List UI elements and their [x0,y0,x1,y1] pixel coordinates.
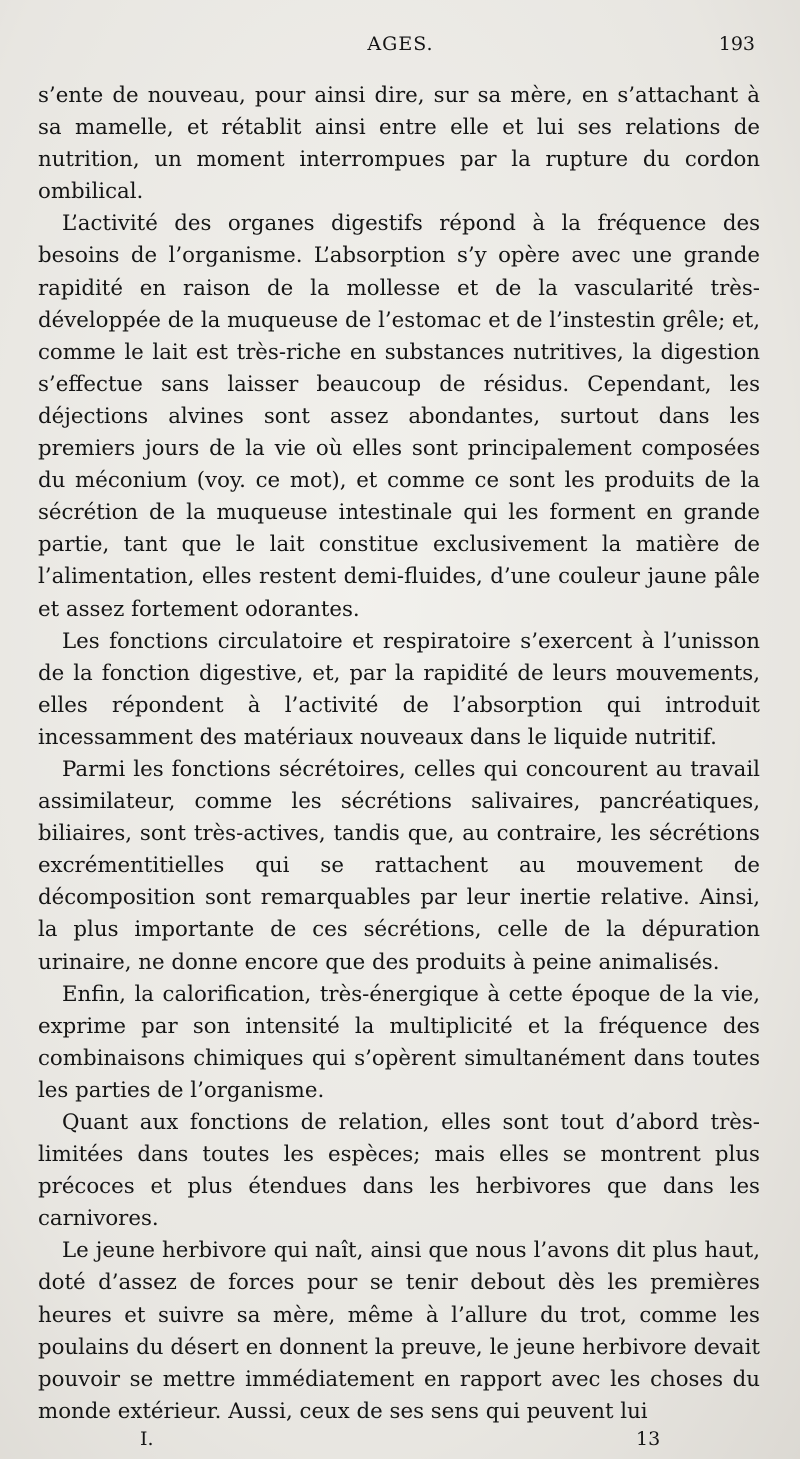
paragraph: Le jeune herbivore qui naît, ainsi que nous l’avons dit plus haut, doté d’assez de forces pour se tenir debout dès les premières heures et suivre sa mère, même à l’allure du trot, comme les poulains du désert en donnent la preuve, le jeune herbivore devait pouvoir se mettre immédiatement en rapport avec les choses du monde extérieur. Aussi, ceux de ses sens qui peuvent lui [38,1238,760,1424]
running-title: AGES. [367,33,434,55]
paragraph: Parmi les fonctions sécrétoires, celles qui concourent au travail assimilateur, comme les sécrétions salivaires, pancréatiques, biliaires, sont très-actives, tandis que, au contraire, les sécrétions excrémentitielles qui se rattachent au mouvement de décomposition sont remarquables par leur inertie relative. Ainsi, la plus importante de ces sécrétions, celle de la dépuration urinaire, ne donne encore que des produits à peine animalisés. [38,756,760,975]
sheet-number: 13 [636,1428,661,1450]
paragraph: Enfin, la calorification, très-énergique à cette époque de la vie, exprime par son intensité la multiplicité et la fréquence des combinaisons chimiques qui s’opèrent simultanément dans toutes les parties de l’organisme. [38,981,760,1103]
paragraph: Quant aux fonctions de relation, elles sont tout d’abord très-limitées dans toutes les espèces; mais elles se montrent plus précoces et plus étendues dans les herbivores que dans les carnivores. [38,1110,760,1232]
signature-mark: I. [140,1428,154,1450]
paragraph: s’ente de nouveau, pour ainsi dire, sur sa mère, en s’attachant à sa mamelle, et rétablit ainsi entre elle et lui ses relations de nutrition, un moment interrompues par la rupture du cordon ombilical. [38,83,760,205]
page-header [38,33,763,65]
body-text [38,80,760,1428]
page-footer [38,1428,760,1454]
page-number: 193 [718,33,755,55]
paragraph: L’activité des organes digestifs répond à la fréquence des besoins de l’organisme. L’absorption s’y opère avec une grande rapidité en raison de la mollesse et de la vascularité très-développée de la muqueuse de l’estomac et de l’instestin grêle; et, comme le lait est très-riche en substances nutritives, la digestion s’effectue sans laisser beaucoup de résidus. Cependant, les déjections alvines sont assez abondantes, surtout dans les premiers jours de la vie où elles sont principalement composées du méconium (voy. ce mot), et comme ce sont les produits de la sécrétion de la muqueuse intestinale qui les forment en grande partie, tant que le lait constitue exclusivement la matière de l’alimentation, elles restent demi-fluides, d’une couleur jaune pâle et assez fortement odorantes. [38,211,760,622]
paragraph: Les fonctions circulatoire et respiratoire s’exercent à l’unisson de la fonction digestive, et, par la rapidité de leurs mouvements, elles répondent à l’activité de l’absorption qui introduit incessamment des matériaux nouveaux dans le liquide nutritif. [38,628,760,750]
